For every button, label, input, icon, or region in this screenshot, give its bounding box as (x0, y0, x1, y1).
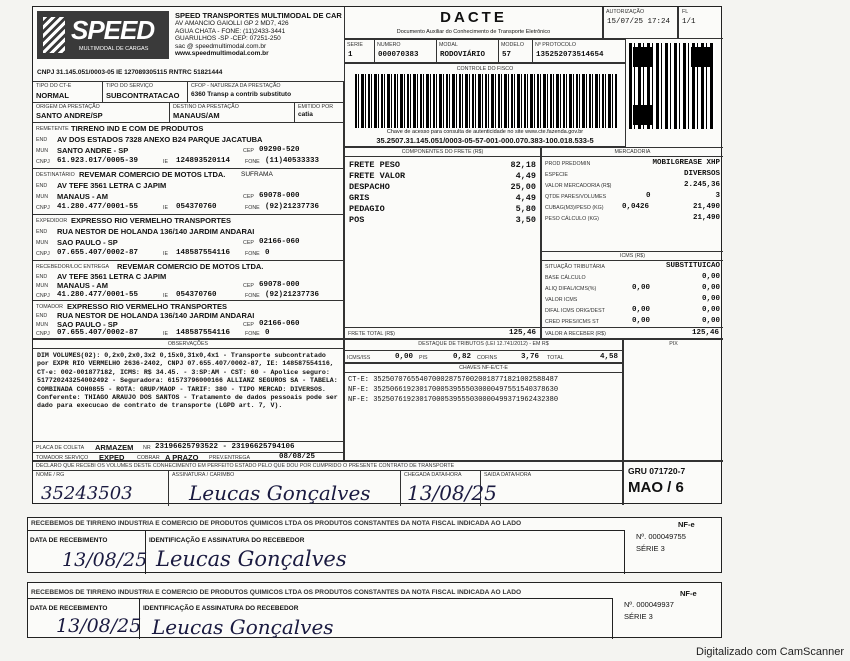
receber-label: VALOR A RECEBER (R$) (545, 331, 606, 337)
tomador-end: RUA NESTOR DE HOLANDA 136/140 JARDIM ANDARAI (57, 311, 255, 320)
sit-trib-label: SITUAÇÃO TRIBUTÁRIA (545, 264, 605, 270)
recebedor-fone: (92)21237736 (265, 290, 320, 299)
chave-note: Chave de acesso para consulta de autenticidade no site www.cte.fazenda.gov.br (386, 129, 584, 135)
destinatario-extra: SUFRAMA (241, 171, 273, 178)
pesocalc-label: PESO CÁLCULO (KG) (545, 216, 599, 222)
modelo-label: MODELO (501, 42, 524, 48)
recebedor-mun: MANAUS - AM (57, 281, 108, 290)
remetente-fone: (11)40533333 (265, 157, 320, 165)
frete-item-label: DESPACHO (349, 182, 390, 192)
frete-total-value: 125,46 (508, 329, 536, 337)
destinatario-end: AV TEFE 3561 LETRA C JAPIM (57, 181, 167, 190)
cred-label: CRED PRES/ICMS ST (545, 319, 599, 325)
tomador-mun: SAO PAULO - SP (57, 320, 118, 329)
remetente-end-label: END (36, 137, 48, 143)
sit-trib-value: SUBSTITUICAO (665, 262, 720, 270)
rg-handwritten: 35243503 (41, 483, 133, 504)
serie-value: 1 (348, 51, 353, 59)
dacte-title-box (344, 7, 603, 39)
date-handwritten: 13/08/25 (407, 481, 497, 505)
declaro-text: DECLARO QUE RECEBI OS VOLUMES DESTE CONHECIMENTO EM PERFEITO ESTADO PELO QUE DOU POR CUMPRIDO O PRESENTE CONTRATO DE TRANSPORTE (36, 463, 455, 469)
autorizacao-label: AUTORIZAÇÃO (606, 9, 645, 15)
modelo-value: 57 (502, 51, 512, 59)
expedidor-ie: 148587554116 (176, 249, 231, 257)
recebedor-cnpj-label: CNPJ (36, 292, 50, 299)
logo-stripes (43, 17, 65, 53)
obs-text: DIM VOLUMES(02): 0,2x0,2x0,3x2 0,15x0,31x0,4x1 - Transporte subcontratado por EXPR RIO VERMELHO 2636-2402, CNPJ 07.655.407/0002-87, IE: 148587554116, CT-e: 002-001877182, ICMS: R$ 34.45. - 3:SP:AM - CST: 60 - Apolice seguro: 517720243254002492 - Seguradora: 61573796000166 ALLIANZ SEGUROS SA - TABELA: COMBINADA COH0855 - ROTA: GRUP/MAOP - TARIF: 380 - TIPO MERCAD: DIVERSOS. Conferente: THIAGO ARAUJO DOS SANTOS - Tratamento de dados pessoais pode ser dado para execucao de contrato de transporte (LGPD art. 7, V). (37, 352, 338, 410)
total-trib-value: 4,58 (599, 353, 618, 361)
assinatura-label: ASSINATURA / CARIMBO (172, 472, 235, 478)
frete-total-label: FRETE TOTAL (R$) (348, 331, 395, 337)
autorizacao-value: 15/07/25 17:24 (607, 18, 671, 26)
prod-label: PROD PREDOMIN (545, 161, 591, 167)
stub1-nfe-label: NF-e (678, 520, 695, 529)
mercadoria-box (541, 147, 723, 339)
emitido-value: catia (298, 111, 313, 118)
cobrar-label: COBRAR (137, 455, 160, 461)
frete-item-value: 3,50 (515, 215, 536, 225)
stub2-id-label: IDENTIFICAÇÃO E ASSINATURA DO RECEBEDOR (143, 605, 299, 612)
remetente-name: TIRRENO IND E COM DE PRODUTOS (71, 124, 204, 133)
chegada-label: CHEGADA DATA/HORA (404, 472, 462, 478)
tomador-name: EXPRESSO RIO VERMELHO TRANSPORTES (67, 302, 228, 311)
folha-value: 1/1 (682, 18, 696, 26)
recebedor-cep: 69078-000 (259, 281, 300, 289)
destinatario-name: REVEMAR COMERCIO DE MOTOS LTDA. (79, 170, 226, 179)
recebedor-block (33, 261, 344, 301)
nome-rg-label: NOME / RG (36, 472, 65, 478)
tipo-servico-value: SUBCONTRATACAO (106, 91, 180, 100)
tipo-cte-label: TIPO DO CT-E (36, 83, 72, 89)
tomador-cnpj: 07.655.407/0002-87 (57, 329, 139, 337)
coleta-label: PLACA DE COLETA (36, 445, 85, 451)
company-address: AV AMANCIO GAIOLLI GP 2 MD7, 426 (175, 20, 289, 27)
tipo-row (33, 81, 344, 103)
frete-item (349, 160, 536, 171)
pix-label: PIX (669, 341, 678, 347)
remetente-cep: 09290-520 (259, 146, 300, 154)
coleta-row (33, 441, 343, 452)
stub2-nfe-label: NF-e (680, 589, 697, 598)
numero-value: 000070383 (378, 51, 419, 59)
expedidor-ie-label: IE (163, 251, 169, 257)
tipo-cte-value: NORMAL (36, 91, 69, 100)
stub2-nfe-number: Nº. 000049937 (624, 600, 674, 609)
cfop-value: 6360 Transp a contrib substituto (191, 91, 292, 98)
remetente-label: REMETENTE (36, 126, 69, 132)
tributos-box (344, 339, 623, 363)
tomador-cep: 02166-060 (259, 320, 300, 328)
aliq-b: 0,00 (701, 284, 720, 292)
tomador-fone: 0 (265, 329, 270, 337)
folha-box (678, 7, 723, 39)
stub2-text: RECEBEMOS DE TIRRENO INDUSTRIA E COMERCIO DE PRODUTOS QUIMICOS LTDA OS PRODUTOS CONSTANTES DA NOTA FISCAL INDICADA AO LADO (31, 589, 522, 596)
company-cnpj: CNPJ 31.145.051/0003-05 IE 127089305115 RNTRC 51821444 (37, 69, 223, 76)
difal-a: 0,00 (632, 306, 651, 314)
stub1-signature: Leucas Gonçalves (156, 547, 347, 571)
total-trib-label: TOTAL (547, 355, 564, 361)
chave-item: NF-E: 35250761923017000539555030000499371962432380 (348, 396, 559, 404)
frete-title: COMPONENTES DO FRETE (R$) (345, 149, 540, 157)
expedidor-fone: 0 (265, 249, 270, 257)
gru-value: GRU 071720-7 (628, 466, 686, 476)
cred-a: 0,00 (632, 317, 651, 325)
expedidor-cep: 02166-060 (259, 238, 300, 246)
frete-item-label: FRETE VALOR (349, 171, 406, 181)
barcode (355, 74, 617, 128)
cubag-value: 0,0426 (622, 203, 650, 211)
cobrar-value: A PRAZO (165, 453, 199, 462)
valor-merc-value: 2.245,36 (683, 181, 720, 189)
expedidor-cnpj-label: CNPJ (36, 251, 50, 257)
cred-b: 0,00 (701, 317, 720, 325)
remetente-cep-label: CEP (243, 148, 254, 154)
chaves-items (348, 375, 620, 405)
stub1-date-label: DATA DE RECEBIMENTO (30, 537, 108, 544)
frete-item-label: POS (349, 215, 365, 225)
tomador-end-label: END (36, 313, 48, 319)
receber-row (542, 327, 723, 338)
stub1-nfe-number: Nº. 000049755 (636, 532, 686, 541)
tomador-ie-label: IE (163, 331, 169, 337)
recebedor-ie-label: IE (163, 292, 169, 299)
expedidor-end: RUA NESTOR DE HOLANDA 136/140 JARDIM ANDARAI (57, 227, 255, 236)
controle-fisco-label: CONTROLE DO FISCO (456, 66, 514, 72)
frete-item-value: 25,00 (510, 182, 536, 192)
gru-box (623, 461, 723, 505)
origem-label: ORIGEM DA PRESTAÇÃO (36, 104, 100, 110)
numero-label: NUMERO (377, 42, 401, 48)
icmsiss-label: ICMS/ISS (347, 355, 371, 361)
base-calc-value: 0,00 (701, 273, 720, 281)
chave-item: NF-E: 35250661923017000539555030000497551540378630 (348, 386, 559, 394)
base-calc-label: BASE CÁLCULO (545, 275, 586, 281)
destinatario-fone-label: FONE (245, 205, 260, 211)
destinatario-cnpj-label: CNPJ (36, 205, 50, 211)
frete-item-value: 4,49 (515, 193, 536, 203)
remetente-fone-label: FONE (245, 159, 260, 165)
expedidor-mun: SAO PAULO - SP (57, 238, 118, 247)
expedidor-end-label: END (36, 229, 48, 235)
cfop-label: CFOP - NATUREZA DA PRESTAÇÃO (191, 83, 281, 89)
expedidor-block (33, 215, 344, 261)
frete-item (349, 193, 536, 204)
company-city: GUARULHOS -SP -CEP: 07251-250 (175, 35, 281, 42)
receipt-stub-1 (27, 517, 722, 573)
icmsiss-value: 0,00 (395, 353, 414, 361)
obs-title: OBSERVAÇÕES (33, 341, 343, 349)
destinatario-fone: (92)21237736 (265, 203, 320, 211)
pis-value: 0,82 (453, 353, 472, 361)
company-phone: AGUA CHATA - FONE: (11)2433-3441 (175, 27, 286, 35)
serie-row (344, 39, 626, 63)
observacoes-box (33, 339, 344, 461)
nr-label: NR (143, 445, 151, 451)
modal-label: MODAL (439, 42, 458, 48)
expedidor-label: EXPEDIDOR (36, 218, 68, 224)
tomador-ie: 148587554116 (176, 329, 231, 337)
tom-serv-label: TOMADOR SERVIÇO (36, 455, 89, 461)
chaves-box (344, 363, 623, 461)
expedidor-fone-label: FONE (245, 251, 260, 257)
logo-word: SPEED (71, 15, 155, 45)
recebedor-end: AV TEFE 3561 LETRA C JAPIM (57, 271, 167, 281)
stub2-date-label: DATA DE RECEBIMENTO (30, 605, 108, 612)
stub1-id-label: IDENTIFICAÇÃO E ASSINATURA DO RECEBEDOR (149, 537, 305, 544)
recebedor-cep-label: CEP (243, 283, 254, 289)
peso-value: 21,490 (692, 203, 720, 211)
stub2-signature: Leucas Gonçalves (152, 615, 334, 639)
remetente-ie-label: IE (163, 159, 169, 165)
company-site: www.speedmultimodal.com.br (175, 50, 269, 57)
qtde-label: QTDE PARES/VOLUMES (545, 194, 607, 200)
frete-item (349, 171, 536, 182)
nr-value: 23196625793522 - 23196625794106 (155, 443, 295, 451)
protocolo-label: Nº PROTOCOLO (535, 42, 576, 48)
qr-code (629, 43, 715, 129)
coleta-value: ARMAZEM (95, 443, 134, 452)
mercadoria-title: MERCADORIA (542, 149, 723, 157)
expedidor-name: EXPRESSO RIO VERMELHO TRANSPORTES (71, 216, 232, 225)
stub1-serie: SÉRIE 3 (636, 544, 665, 553)
controle-fisco-box (344, 63, 626, 147)
cubag-label: CUBAG(M3)/PESO (KG) (545, 205, 604, 211)
qtde-b: 3 (715, 192, 720, 200)
prev-value: 08/08/25 (279, 453, 316, 461)
pix-box (623, 339, 723, 461)
stub1-text: RECEBEMOS DE TIRRENO INDUSTRIA E COMERCIO DE PRODUTOS QUIMICOS LTDA OS PRODUTOS CONSTANTES DA NOTA FISCAL INDICADA AO LADO (31, 520, 522, 527)
frete-item-label: GRIS (349, 193, 370, 203)
chave-acesso: 35.2507.31.145.051/0003-05-57-001-000.070.383-100.018.533-5 (376, 136, 594, 145)
folha-label: FL (682, 9, 689, 15)
tipo-servico-label: TIPO DO SERVIÇO (106, 83, 153, 89)
company-name: SPEED TRANSPORTES MULTIMODAL DE CAR (175, 11, 342, 20)
chave-item: CT-E: 35250707655407000287570020018771821002588487 (348, 376, 559, 384)
stub1-date-hand: 13/08/25 (62, 549, 148, 571)
destinatario-cnpj: 41.280.477/0001-55 (57, 203, 139, 211)
prev-label: PREV.ENTREGA (209, 455, 251, 461)
expedidor-cep-label: CEP (243, 240, 254, 246)
tomador-mun-label: MUN (36, 322, 49, 328)
destinatario-mun: MANAUS - AM (57, 192, 108, 201)
serie-label: SERIE (347, 42, 363, 48)
origem-row (33, 103, 344, 123)
recebedor-end-label: END (36, 273, 48, 280)
frete-item-value: 82,18 (510, 160, 536, 170)
pesocalc-value: 21,490 (692, 214, 720, 222)
frete-item-label: FRETE PESO (349, 160, 401, 170)
dacte-title: DACTE (440, 9, 507, 26)
difal-label: DIFAL ICMS ORIG/DEST (545, 308, 605, 314)
recebedor-name: REVEMAR COMERCIO DE MOTOS LTDA. (117, 262, 264, 271)
recebedor-cnpj: 41.280.477/0001-55 (57, 290, 139, 299)
expedidor-cnpj: 07.655.407/0002-87 (57, 249, 139, 257)
recebedor-ie: 054370760 (176, 290, 217, 299)
remetente-end: AV DOS ESTADOS 7328 ANEXO B24 PARQUE JACATUBA (57, 135, 263, 144)
declaro-box (33, 461, 623, 505)
tributos-title: DESTAQUE DE TRIBUTOS (LEI 12.741/2012) - EM R$ (418, 341, 549, 347)
stub2-date-hand: 13/08/25 (56, 615, 142, 637)
logo-subtitle: MULTIMODAL DE CARGAS (79, 46, 149, 52)
tomador-fone-label: FONE (245, 331, 260, 337)
aliq-label: ALIQ DIFAL/ICMS(%) (545, 286, 597, 292)
frete-box (344, 147, 541, 339)
valor-merc-label: VALOR MERCADORIA (R$) (545, 183, 612, 189)
cofins-label: COFINS (477, 355, 498, 361)
tomador-label: TOMADOR (36, 304, 63, 310)
recebedor-label: RECEBEDOR/LOC ENTREGA (36, 264, 109, 270)
destino-value: MANAUS/AM (173, 111, 220, 120)
destino-label: DESTINO DA PRESTAÇÃO (173, 104, 239, 110)
receber-value: 125,46 (691, 329, 719, 337)
saida-label: SAIDA DATA/HORA (484, 472, 532, 478)
destinatario-ie-label: IE (163, 205, 169, 211)
qtde-a: 0 (646, 192, 651, 200)
destinatario-label: DESTINATÁRIO (36, 172, 75, 178)
stub2-serie: SÉRIE 3 (624, 612, 653, 621)
remetente-ie: 124893520114 (176, 157, 231, 165)
dacte-document (32, 6, 722, 504)
valor-icms-value: 0,00 (701, 295, 720, 303)
destino-code: MAO / 6 (628, 479, 684, 496)
destinatario-block (33, 169, 344, 215)
remetente-block (33, 123, 344, 169)
chaves-title: CHAVES NF-E/CT-E (345, 365, 622, 373)
frete-item-value: 4,49 (515, 171, 536, 181)
valor-icms-label: VALOR ICMS (545, 297, 578, 303)
destinatario-cep-label: CEP (243, 194, 254, 200)
receipt-stub-2 (27, 582, 722, 638)
recebedor-mun-label: MUN (36, 283, 49, 289)
signature-handwritten: Leucas Gonçalves (189, 481, 371, 505)
frete-item-label: PEDAGIO (349, 204, 385, 214)
remetente-mun-label: MUN (36, 148, 49, 154)
remetente-mun: SANTO ANDRE - SP (57, 146, 129, 155)
modal-value: RODOVIÁRIO (440, 51, 486, 59)
destinatario-cep: 69078-000 (259, 192, 300, 200)
recebedor-fone-label: FONE (245, 292, 260, 299)
dacte-subtitle: Documento Auxiliar do Conhecimento de Transporte Eletrônico (396, 29, 551, 35)
frete-total-row (345, 327, 540, 338)
tomador-cnpj-label: CNPJ (36, 331, 50, 337)
cofins-value: 3,76 (521, 353, 540, 361)
company-logo (37, 11, 169, 59)
destinatario-end-label: END (36, 183, 48, 189)
expedidor-mun-label: MUN (36, 240, 49, 246)
company-info (175, 11, 345, 58)
frete-item (349, 215, 536, 226)
tomador-cep-label: CEP (243, 322, 254, 328)
frete-item (349, 204, 536, 215)
emitido-label: EMITIDO POR (298, 104, 334, 110)
tom-serv-value: EXPED (99, 453, 125, 462)
especie-label: ESPECIE (545, 172, 568, 178)
prod-value: MOBILGREASE XHP (652, 159, 720, 167)
camscanner-footer: Digitalizado com CamScanner (696, 646, 844, 658)
origem-value: SANTO ANDRE/SP (36, 111, 103, 120)
tomador-block (33, 301, 344, 339)
frete-item-value: 5,80 (515, 204, 536, 214)
difal-b: 0,00 (701, 306, 720, 314)
remetente-cnpj: 61.923.017/0005-39 (57, 157, 139, 165)
icms-title: ICMS (R$) (542, 251, 723, 261)
aliq-a: 0,00 (632, 284, 651, 292)
company-email: sac @ speedmultimodal.com.br (175, 42, 267, 50)
frete-item (349, 182, 536, 193)
remetente-cnpj-label: CNPJ (36, 159, 50, 165)
protocolo-value: 135252073514654 (536, 51, 604, 59)
destinatario-ie: 054370760 (176, 203, 217, 211)
autorizacao-box (603, 7, 678, 39)
destinatario-mun-label: MUN (36, 194, 49, 200)
pis-label: PIS (419, 355, 428, 361)
especie-value: DIVERSOS (683, 170, 720, 178)
